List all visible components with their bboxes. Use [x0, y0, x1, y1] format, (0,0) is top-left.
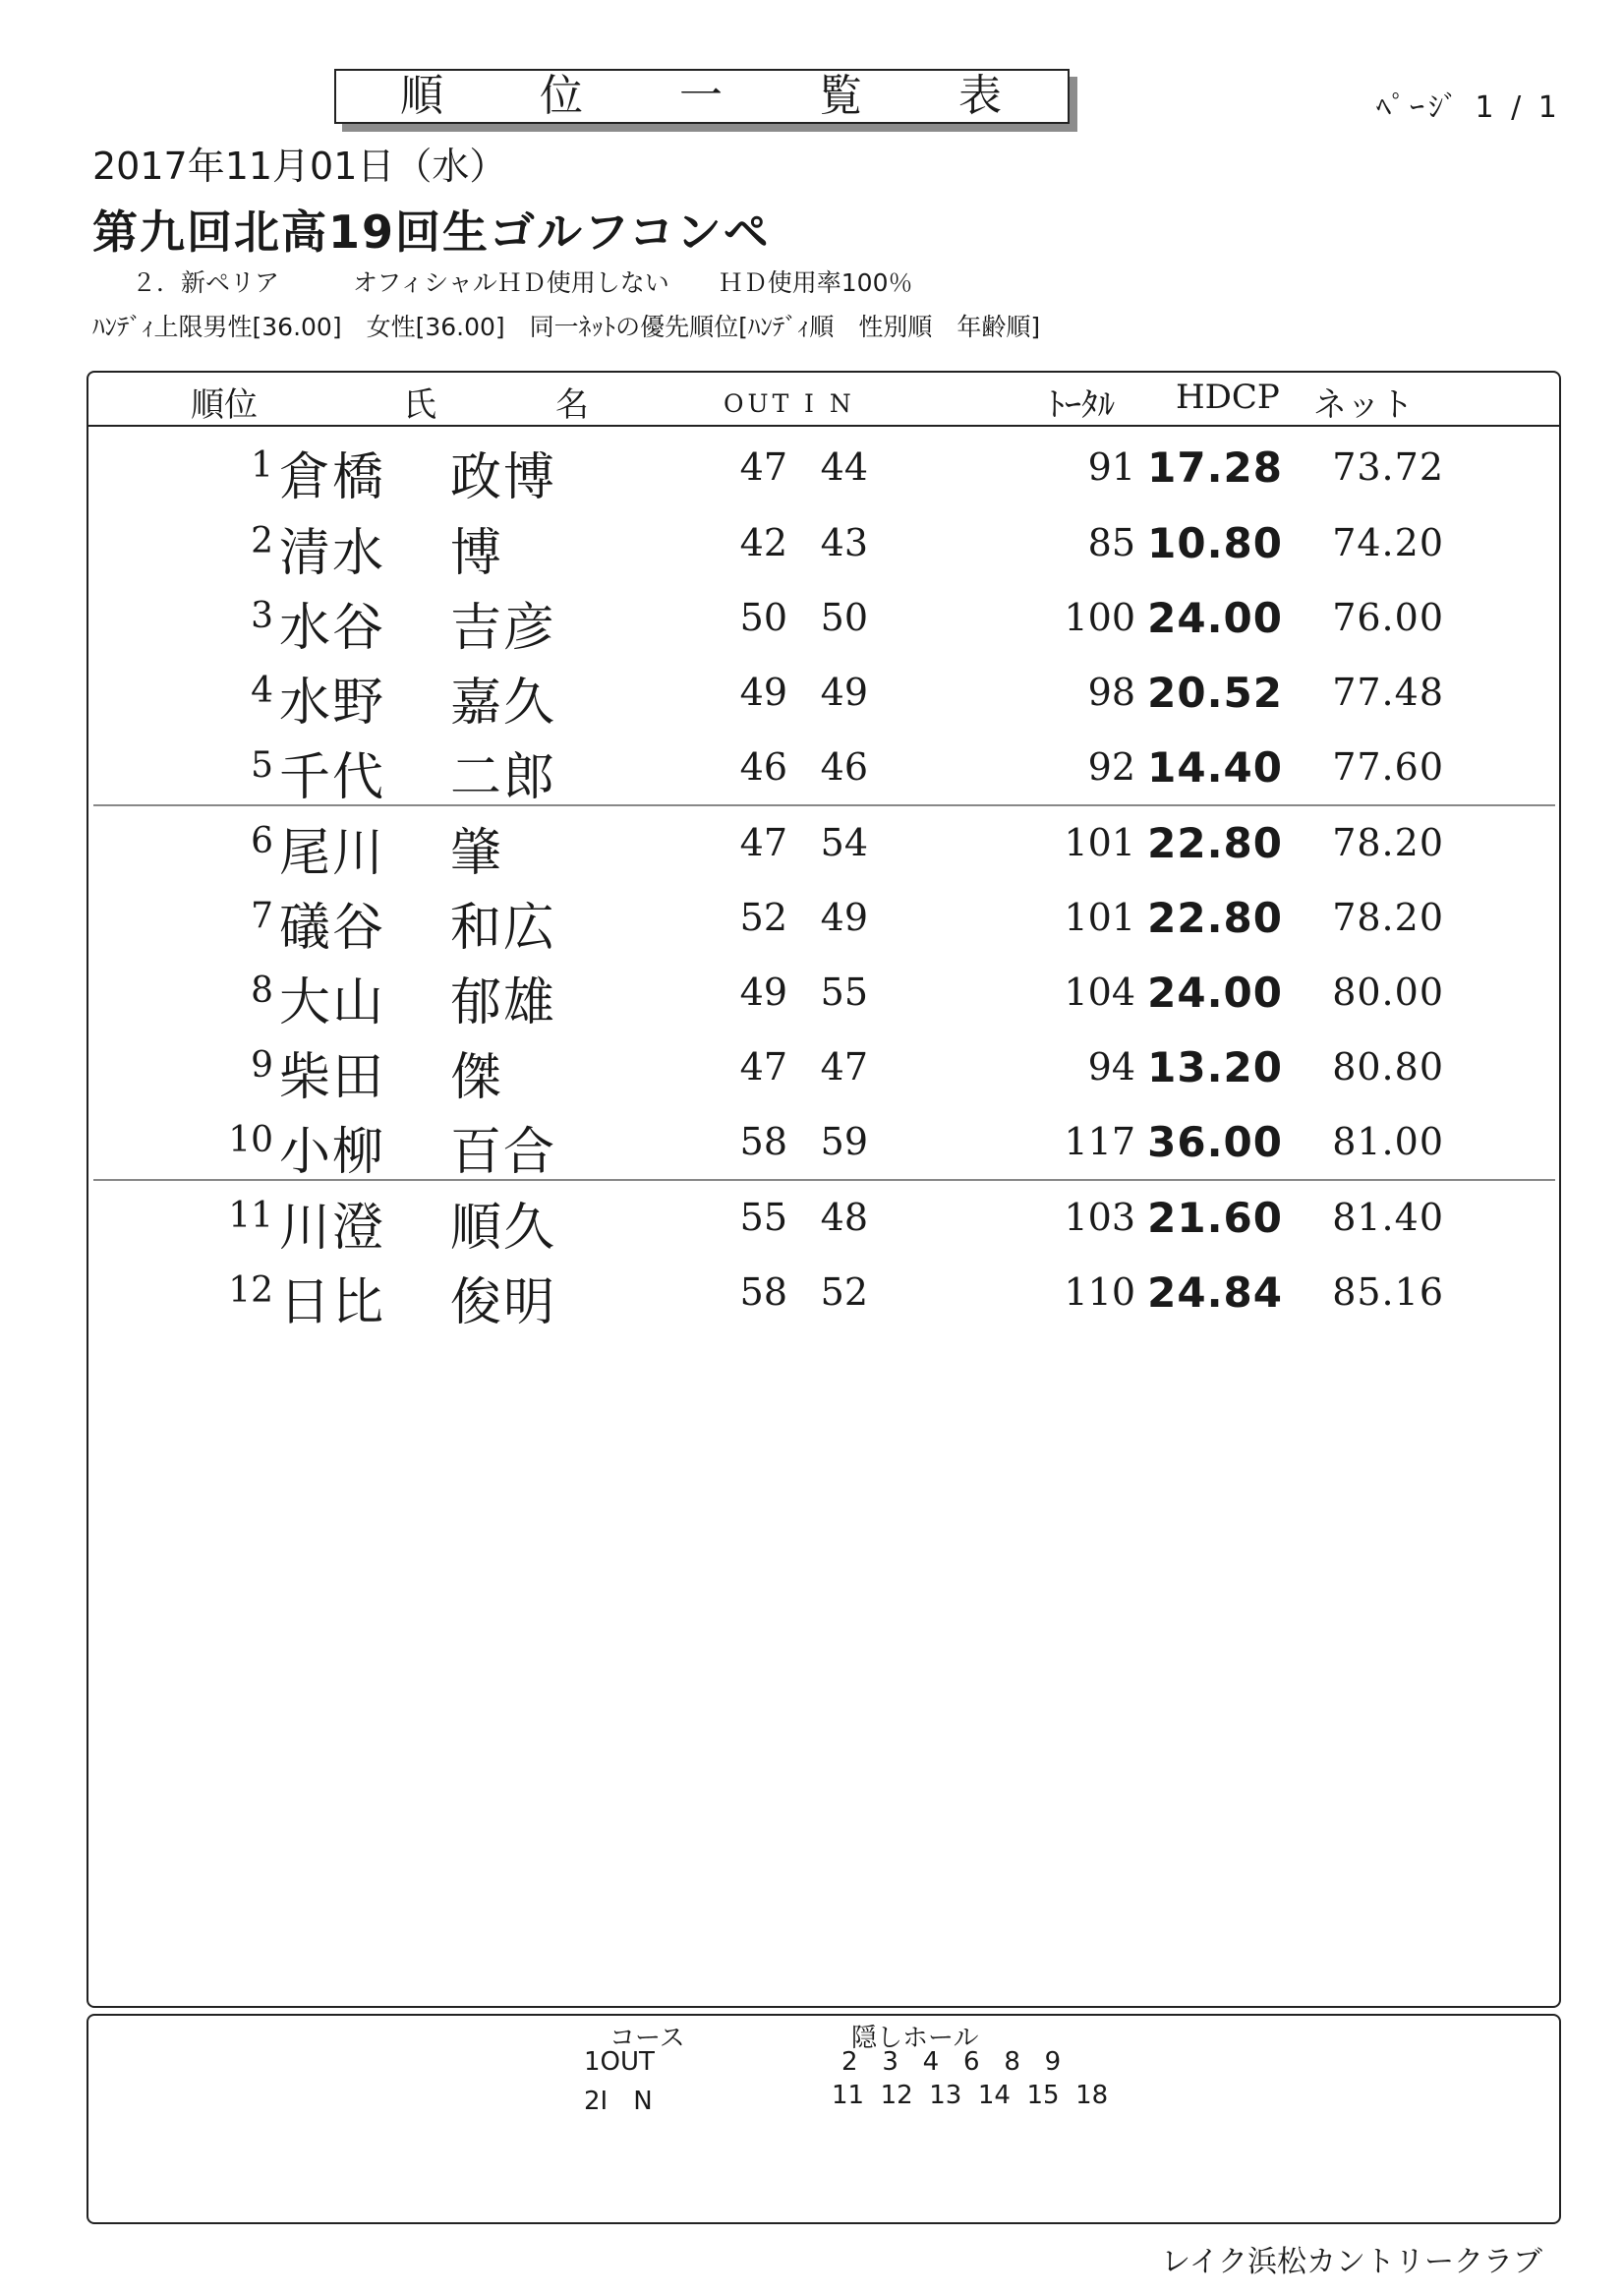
- result-row: [0, 801, 1623, 883]
- in-score: 52: [820, 1270, 868, 1314]
- hidden-holes-panel: [87, 2014, 1561, 2224]
- net-score: 81.40: [1332, 1196, 1444, 1239]
- course-2: 2I N: [584, 2087, 653, 2116]
- out-score: 42: [739, 521, 787, 564]
- out-score: 49: [739, 671, 787, 714]
- rank: 2: [251, 521, 273, 561]
- out-score: 47: [739, 445, 787, 489]
- in-score: 49: [820, 896, 868, 939]
- net-score: 80.80: [1332, 1045, 1444, 1089]
- player-given-name: 郁雄: [450, 973, 557, 1032]
- handicap: 24.00: [1147, 969, 1283, 1017]
- handicap: 24.00: [1147, 594, 1283, 642]
- column-header-net: ネット: [1313, 385, 1414, 425]
- player-surname: 大山: [279, 973, 386, 1032]
- course-1: 1OUT: [584, 2047, 655, 2077]
- net-score: 85.16: [1332, 1270, 1444, 1314]
- player-surname: 千代: [279, 748, 386, 807]
- course-label: コース: [609, 2024, 685, 2053]
- player-surname: 小柳: [279, 1123, 386, 1182]
- rank: 3: [251, 596, 273, 636]
- net-score: 78.20: [1332, 896, 1444, 939]
- column-header-hdcp: HDCP: [1176, 378, 1280, 417]
- net-score: 77.60: [1332, 745, 1444, 789]
- handicap: 17.28: [1147, 443, 1283, 492]
- player-surname: 日比: [279, 1273, 386, 1332]
- handicap: 21.60: [1147, 1194, 1283, 1242]
- handicap: 36.00: [1147, 1118, 1283, 1166]
- net-score: 74.20: [1332, 521, 1444, 564]
- rank: 12: [228, 1270, 273, 1311]
- handicap: 22.80: [1147, 819, 1283, 867]
- player-given-name: 百合: [450, 1123, 557, 1182]
- in-score: 47: [820, 1045, 868, 1089]
- net-score: 78.20: [1332, 821, 1444, 864]
- in-score: 46: [820, 745, 868, 789]
- rank: 4: [251, 671, 273, 711]
- handicap: 10.80: [1147, 519, 1283, 567]
- in-score: 55: [820, 971, 868, 1014]
- competition-name: 第九回北高19回生ゴルフコンペ: [92, 206, 771, 259]
- total-score: 98: [1087, 671, 1135, 714]
- title-box: [334, 69, 1070, 124]
- hidden-holes-in: 11 12 13 14 15 18: [832, 2081, 1109, 2110]
- total-score: 101: [1064, 896, 1135, 939]
- total-score: 100: [1064, 596, 1135, 639]
- player-given-name: 肇: [450, 824, 504, 883]
- player-given-name: 順久: [450, 1199, 557, 1258]
- result-row: [0, 426, 1623, 507]
- rank: 10: [228, 1120, 273, 1160]
- rank: 5: [251, 745, 273, 786]
- rank: 6: [251, 821, 273, 861]
- total-score: 85: [1087, 521, 1135, 564]
- result-row: [0, 726, 1623, 807]
- column-header-name-1: 氏: [403, 385, 436, 425]
- out-score: 49: [739, 971, 787, 1014]
- in-score: 48: [820, 1196, 868, 1239]
- hidden-holes-label: 隠しホール: [851, 2024, 979, 2053]
- hidden-holes-out: 2 3 4 6 8 9: [841, 2047, 1062, 2077]
- in-score: 44: [820, 445, 868, 489]
- out-score: 58: [739, 1270, 787, 1314]
- in-score: 54: [820, 821, 868, 864]
- total-score: 110: [1064, 1270, 1135, 1314]
- net-score: 77.48: [1332, 671, 1444, 714]
- in-score: 43: [820, 521, 868, 564]
- total-score: 103: [1064, 1196, 1135, 1239]
- out-score: 58: [739, 1120, 787, 1163]
- player-given-name: 吉彦: [450, 599, 557, 658]
- rank: 7: [251, 896, 273, 936]
- in-score: 59: [820, 1120, 868, 1163]
- out-score: 52: [739, 896, 787, 939]
- page-title: 順 位 一 覧 表: [400, 71, 1043, 121]
- handicap: 13.20: [1147, 1043, 1283, 1091]
- player-surname: 倉橋: [279, 448, 386, 507]
- net-score: 76.00: [1332, 596, 1444, 639]
- column-header-out: OUT: [724, 389, 793, 418]
- competition-date: 2017年11月01日（水）: [92, 145, 507, 188]
- column-header-rank: 順位: [191, 385, 258, 425]
- handicap: 14.40: [1147, 743, 1283, 792]
- player-given-name: 傑: [450, 1048, 504, 1107]
- total-score: 92: [1087, 745, 1135, 789]
- out-score: 50: [739, 596, 787, 639]
- out-score: 47: [739, 821, 787, 864]
- player-given-name: 二郎: [450, 748, 557, 807]
- in-score: 49: [820, 671, 868, 714]
- scoring-conditions: ２．新ペリア オフィシャルＨＤ使用しない ＨＤ使用率100％: [132, 268, 913, 297]
- rank: 8: [251, 971, 273, 1011]
- net-score: 81.00: [1332, 1120, 1444, 1163]
- result-row: [0, 1176, 1623, 1258]
- club-name: レイク浜松カントリークラブ: [1161, 2245, 1542, 2279]
- result-row: [0, 651, 1623, 733]
- out-score: 47: [739, 1045, 787, 1089]
- player-given-name: 嘉久: [450, 674, 557, 733]
- player-surname: 川澄: [279, 1199, 386, 1258]
- result-row: [0, 951, 1623, 1032]
- result-row: [0, 1251, 1623, 1332]
- rank: 11: [228, 1196, 273, 1236]
- player-surname: 尾川: [279, 824, 386, 883]
- rank: 1: [251, 445, 273, 486]
- player-given-name: 政博: [450, 448, 557, 507]
- total-score: 101: [1064, 821, 1135, 864]
- page-number: ﾍﾟｰｼﾞ 1 / 1: [1376, 90, 1561, 125]
- handicap: 22.80: [1147, 894, 1283, 942]
- handicap: 24.84: [1147, 1268, 1283, 1317]
- total-score: 91: [1087, 445, 1135, 489]
- result-row: [0, 876, 1623, 958]
- total-score: 117: [1064, 1120, 1135, 1163]
- handicap-conditions: ﾊﾝﾃﾞｨ上限男性[36.00] 女性[36.00] 同一ﾈｯﾄの優先順位[ﾊﾝﾃﾞｨ順 性別順 年齢順]: [92, 313, 1041, 341]
- net-score: 80.00: [1332, 971, 1444, 1014]
- result-row: [0, 1100, 1623, 1182]
- result-row: [0, 1026, 1623, 1107]
- result-row: [0, 501, 1623, 583]
- player-given-name: 博: [450, 524, 504, 583]
- player-surname: 柴田: [279, 1048, 386, 1107]
- total-score: 94: [1087, 1045, 1135, 1089]
- player-surname: 水野: [279, 674, 386, 733]
- net-score: 73.72: [1332, 445, 1444, 489]
- handicap: 20.52: [1147, 669, 1283, 717]
- column-header-total: ﾄｰﾀﾙ: [1048, 385, 1115, 425]
- total-score: 104: [1064, 971, 1135, 1014]
- player-surname: 清水: [279, 524, 386, 583]
- column-header-name-2: 名: [555, 385, 589, 425]
- player-surname: 水谷: [279, 599, 386, 658]
- out-score: 55: [739, 1196, 787, 1239]
- rank: 9: [251, 1045, 273, 1086]
- player-surname: 礒谷: [279, 899, 386, 958]
- player-given-name: 和広: [450, 899, 557, 958]
- out-score: 46: [739, 745, 787, 789]
- result-row: [0, 576, 1623, 658]
- in-score: 50: [820, 596, 868, 639]
- player-given-name: 俊明: [450, 1273, 557, 1332]
- column-header-in: I N: [804, 389, 855, 418]
